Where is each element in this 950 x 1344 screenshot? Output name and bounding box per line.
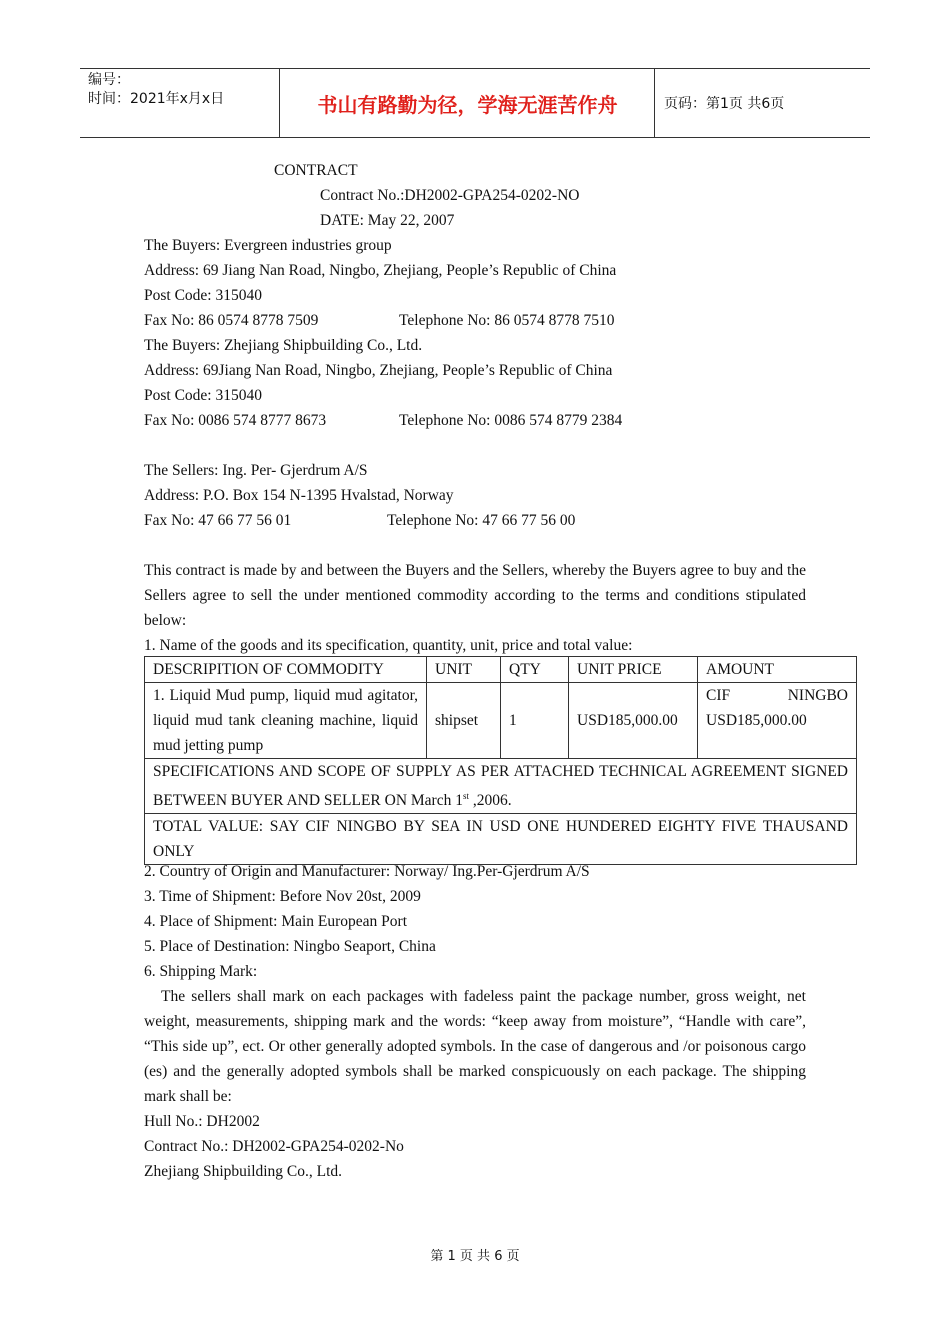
contract-title: CONTRACT <box>274 162 358 179</box>
seller-address: Address: P.O. Box 154 N-1395 Hvalstad, Norway <box>144 487 454 504</box>
seller-tel: Telephone No: 47 66 77 56 00 <box>387 512 576 529</box>
buyer2-tel: Telephone No: 0086 574 8779 2384 <box>399 412 623 429</box>
header-qty: QTY <box>501 657 569 683</box>
buyer2-address: Address: 69Jiang Nan Road, Ningbo, Zhejiang, People’s Republic of China <box>144 362 613 379</box>
buyer1-tel: Telephone No: 86 0574 8778 7510 <box>399 312 615 329</box>
spec-note-text: SPECIFICATIONS AND SCOPE OF SUPPLY AS PER ATTACHED TECHNICAL AGREEMENT SIGNED BETWEEN BUYER AND SELLER ON March 1 <box>153 763 848 810</box>
seller-fax: Fax No: 47 66 77 56 01 <box>144 512 292 529</box>
spec-note <box>145 759 857 814</box>
buyer2-post-code: Post Code: 315040 <box>144 387 262 404</box>
spec-note-tail: ,2006. <box>468 792 512 810</box>
clause-6-body: The sellers shall mark on each packages with fadeless paint the package number, gross weight, net weight, measurements, shipping mark and the words: “keep away from moisture”, “Handle with care”, “This side up”, ect. Or other generally adopted symbols. In the case of dangerous and /or poisonous cargo (es) and the generally adopted symbols shall be marked conspicuously on each package. The shipping mark shall be: <box>144 988 806 1105</box>
cell-description: 1. Liquid Mud pump, liquid mud agitator, liquid mud tank cleaning machine, liquid mud jetting pump <box>145 683 427 759</box>
amount-term: CIF NINGBO <box>706 687 848 704</box>
mark-company: Zhejiang Shipbuilding Co., Ltd. <box>144 1163 343 1180</box>
buyer2-name: The Buyers: Zhejiang Shipbuilding Co., Ltd. <box>144 337 423 354</box>
table-row <box>145 683 857 759</box>
hull-number: Hull No.: DH2002 <box>144 1113 260 1130</box>
amount-value: USD185,000.00 <box>706 712 807 729</box>
cell-amount <box>698 683 857 759</box>
goods-table <box>144 656 857 865</box>
buyer2-contact <box>144 408 806 433</box>
contract-number: Contract No.:DH2002-GPA254-0202-NO <box>320 187 580 204</box>
clause-6: 6. Shipping Mark: <box>144 963 258 980</box>
buyer1-contact <box>144 308 806 333</box>
contract-date: DATE: May 22, 2007 <box>320 212 455 229</box>
header-unit-price: UNIT PRICE <box>569 657 698 683</box>
seller-name: The Sellers: Ing. Per- Gjerdrum A/S <box>144 462 368 479</box>
clause-4: 4. Place of Shipment: Main European Port <box>144 913 408 930</box>
buyer1-name: The Buyers: Evergreen industries group <box>144 237 392 254</box>
page-footer: 第 1 页 共 6 页 <box>430 1249 520 1264</box>
table-header-row <box>145 657 857 683</box>
header-unit: UNIT <box>427 657 501 683</box>
total-value: TOTAL VALUE: SAY CIF NINGBO BY SEA IN USD ONE HUNDERED EIGHTY FIVE THAUSAND ONLY <box>145 814 857 865</box>
header-description: DESCRIPITION OF COMMODITY <box>145 657 427 683</box>
page-header <box>80 68 870 138</box>
header-page-label: 页码：第1页 共6页 <box>664 96 785 112</box>
contract-body <box>144 158 806 658</box>
contract-intro: This contract is made by and between the Buyers and the Sellers, whereby the Buyers agree to buy and the Sellers agree to sell the under mentioned commodity according to the terms and conditions stipulated below: <box>144 562 806 629</box>
total-row <box>145 814 857 865</box>
clauses <box>144 859 806 1184</box>
buyer2-fax: Fax No: 0086 574 8777 8673 <box>144 412 327 429</box>
clause-2: 2. Country of Origin and Manufacturer: Norway/ Ing.Per-Gjerdrum A/S <box>144 863 590 880</box>
item1-heading: 1. Name of the goods and its specification, quantity, unit, price and total value: <box>144 637 633 654</box>
cell-unit-price: USD185,000.00 <box>569 683 698 759</box>
buyer1-post-code: Post Code: 315040 <box>144 287 262 304</box>
buyer1-fax: Fax No: 86 0574 8778 7509 <box>144 312 319 329</box>
buyer1-address: Address: 69 Jiang Nan Road, Ningbo, Zhejiang, People’s Republic of China <box>144 262 617 279</box>
time-label: 时间：2021年x月x日 <box>88 91 225 107</box>
cell-qty: 1 <box>501 683 569 759</box>
spec-note-sup: st <box>462 791 469 801</box>
mark-contract-number: Contract No.: DH2002-GPA254-0202-No <box>144 1138 404 1155</box>
header-motto: 书山有路勤为径，学海无涯苦作舟 <box>281 69 655 137</box>
clause-3: 3. Time of Shipment: Before Nov 20st, 2009 <box>144 888 421 905</box>
spec-row <box>145 759 857 814</box>
seller-contact <box>144 508 806 533</box>
header-amount: AMOUNT <box>698 657 857 683</box>
clause-5: 5. Place of Destination: Ningbo Seaport, China <box>144 938 436 955</box>
cell-unit: shipset <box>427 683 501 759</box>
header-meta <box>80 69 280 137</box>
number-label: 编号： <box>88 72 130 88</box>
